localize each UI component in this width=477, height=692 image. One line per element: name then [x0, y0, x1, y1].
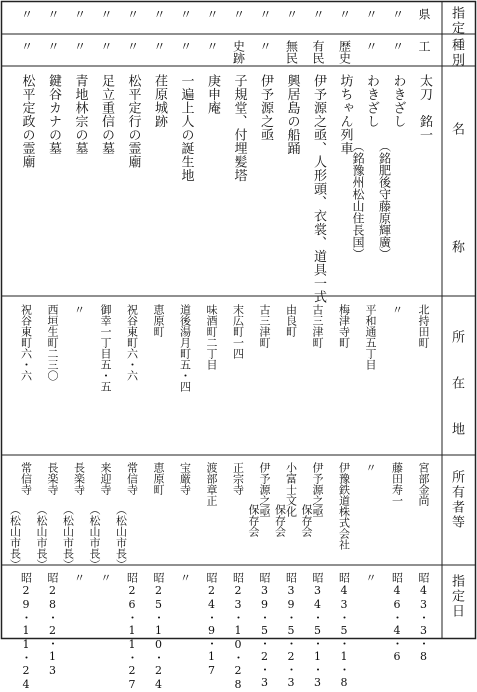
row-owner: 正宗寺	[231, 462, 245, 495]
row-name: 松平定政の霊廟	[19, 74, 35, 169]
row-shitei: 〃	[205, 8, 219, 20]
row-location: 古三津町	[258, 304, 271, 348]
row-location: 由良町	[284, 304, 298, 337]
row-location: 北持田町	[417, 304, 430, 348]
row-location: 恵原町	[152, 304, 165, 337]
row-shitei: 県	[417, 8, 431, 20]
row-date: 昭23・10・28	[231, 572, 245, 692]
header-date: 指定日	[449, 574, 464, 619]
row-owner: 伊豫鉄道株式会社	[337, 462, 351, 550]
row-shubetsu: 〃	[390, 40, 405, 52]
row-name: 興居島の船踊	[284, 74, 300, 155]
row-date: 昭28・2・13	[46, 572, 59, 678]
row-shitei: 〃	[258, 8, 272, 20]
row-shitei: 〃	[125, 8, 140, 20]
row-owner: 小富士文化	[284, 462, 298, 517]
row-shitei: 〃	[311, 8, 325, 20]
row-date: 昭46・4・6	[390, 572, 404, 664]
row-owner: 宝厳寺	[178, 462, 192, 495]
row-owner-note: 保存会	[300, 504, 313, 537]
row-date: 昭26・11・27	[125, 572, 139, 692]
row-location: 道後湯月町五・四	[178, 304, 192, 392]
row-location: 祝谷東町六・六	[125, 304, 139, 381]
row-owner: 長楽寺	[72, 462, 86, 495]
row-shubetsu: 〃	[99, 40, 113, 52]
row-owner: 〃	[364, 462, 377, 473]
row-name-note: （銘肥後守藤原輝廣）	[377, 140, 392, 260]
row-name: 太刀 銘一	[417, 74, 432, 142]
row-name: 荏原城跡	[152, 74, 167, 128]
row-shubetsu: 無民	[284, 40, 299, 64]
row-owner-note: （松山市長）	[35, 504, 48, 570]
header-name-1: 名	[449, 122, 464, 137]
row-name: 青地林宗の墓	[72, 74, 88, 155]
row-shitei: 〃	[72, 8, 87, 20]
row-name: わきざし	[364, 74, 379, 128]
row-name: 松平定行の霊廟	[125, 74, 141, 169]
row-shubetsu: 〃	[46, 40, 60, 52]
row-owner-note: （松山市長）	[8, 504, 22, 570]
row-location: 西垣生町二三〇	[46, 304, 59, 381]
row-date: 〃	[178, 572, 192, 584]
row-shubetsu: 史跡	[231, 40, 246, 64]
row-owner: 常信寺	[125, 462, 139, 495]
header-loc-2: 在	[449, 376, 464, 391]
row-date: 昭39・5・2・3	[258, 572, 271, 690]
row-shitei: 〃	[46, 8, 60, 20]
row-name: 伊予源之亟、人形頭、衣裳、道具一式	[311, 74, 326, 304]
row-shubetsu: 〃	[19, 40, 34, 52]
row-owner-note: （松山市長）	[114, 504, 128, 570]
row-owner-note: 保存会	[273, 504, 287, 537]
row-shitei: 〃	[19, 8, 34, 20]
row-name: 鍵谷カナの墓	[46, 74, 61, 155]
row-shitei: 〃	[364, 8, 378, 20]
header-shubetsu: 種別	[449, 38, 464, 68]
row-date: 昭25・10・24	[152, 572, 165, 692]
row-location: 祝谷東町六・六	[19, 304, 33, 381]
row-owner-note: 保存会	[247, 504, 260, 537]
row-date: 昭43・5・1・8	[337, 572, 351, 690]
row-name: 一遍上人の誕生地	[178, 74, 194, 182]
row-owner: 伊予源之亟	[311, 462, 324, 517]
row-location: 末広町一四	[231, 304, 245, 359]
row-date: 昭29・11・24	[19, 572, 33, 692]
row-shubetsu: 〃	[258, 40, 272, 52]
row-name: 足立重信の墓	[99, 74, 114, 155]
row-shitei: 〃	[152, 8, 166, 20]
row-shubetsu: 有民	[311, 40, 325, 64]
row-name: 庚申庵	[205, 74, 220, 115]
row-date: 昭43・3・8	[417, 572, 430, 664]
row-location: 〃	[390, 304, 404, 315]
row-owner: 宮部金尚	[417, 462, 430, 506]
row-shubetsu: 〃	[125, 40, 140, 52]
row-shubetsu: 〃	[364, 40, 378, 52]
header-name-2: 称	[449, 240, 464, 255]
row-name: わきざし	[390, 74, 406, 128]
row-owner: 来迎寺	[99, 462, 112, 495]
row-date: 昭39・5・2・3	[284, 572, 298, 690]
row-owner: 伊予源之亟	[258, 462, 271, 517]
row-shubetsu: 工	[417, 40, 431, 52]
row-shitei: 〃	[178, 8, 193, 20]
row-shubetsu: 〃	[178, 40, 193, 52]
row-shitei: 〃	[390, 8, 405, 20]
row-owner: 藤田寿一	[390, 462, 404, 506]
row-name: 坊ちゃん列車	[337, 74, 353, 155]
row-shubetsu: 〃	[205, 40, 219, 52]
header-loc-3: 地	[449, 422, 464, 437]
row-shitei: 〃	[99, 8, 113, 20]
row-name-note: （銘豫州松山住長国）	[351, 140, 365, 260]
row-owner: 長楽寺	[46, 462, 59, 495]
row-location: 梅津寺町	[337, 304, 351, 348]
row-shubetsu: 歴史	[337, 40, 352, 64]
row-date: 〃	[72, 572, 86, 584]
row-date: 昭24・9・17	[205, 572, 218, 678]
row-shubetsu: 〃	[152, 40, 166, 52]
header-loc-1: 所	[449, 330, 464, 345]
row-location: 御幸一丁目五・五	[99, 304, 112, 392]
row-name: 子規堂、付埋髪塔	[231, 74, 247, 182]
row-location: 〃	[72, 304, 86, 315]
row-location: 平和通五丁目	[364, 304, 377, 370]
row-owner-note: （松山市長）	[88, 504, 101, 570]
row-owner: 恵原町	[152, 462, 165, 495]
header-owner: 所有者等	[449, 470, 464, 530]
row-location: 味酒町二丁目	[205, 304, 218, 370]
row-shitei: 〃	[231, 8, 246, 20]
row-name: 伊予源之亟	[258, 74, 273, 142]
header-shitei: 指定	[449, 6, 464, 36]
row-date: 〃	[99, 572, 112, 584]
row-owner: 常信寺	[19, 462, 33, 495]
row-date: 〃	[364, 572, 377, 584]
row-shubetsu: 〃	[72, 40, 87, 52]
row-location: 古三津町	[311, 304, 324, 348]
row-date: 昭34・5・1・3	[311, 572, 324, 690]
row-shitei: 〃	[284, 8, 299, 20]
row-owner-note: （松山市長）	[61, 504, 75, 570]
row-owner: 渡部章正	[205, 462, 218, 506]
row-shitei: 〃	[337, 8, 352, 20]
